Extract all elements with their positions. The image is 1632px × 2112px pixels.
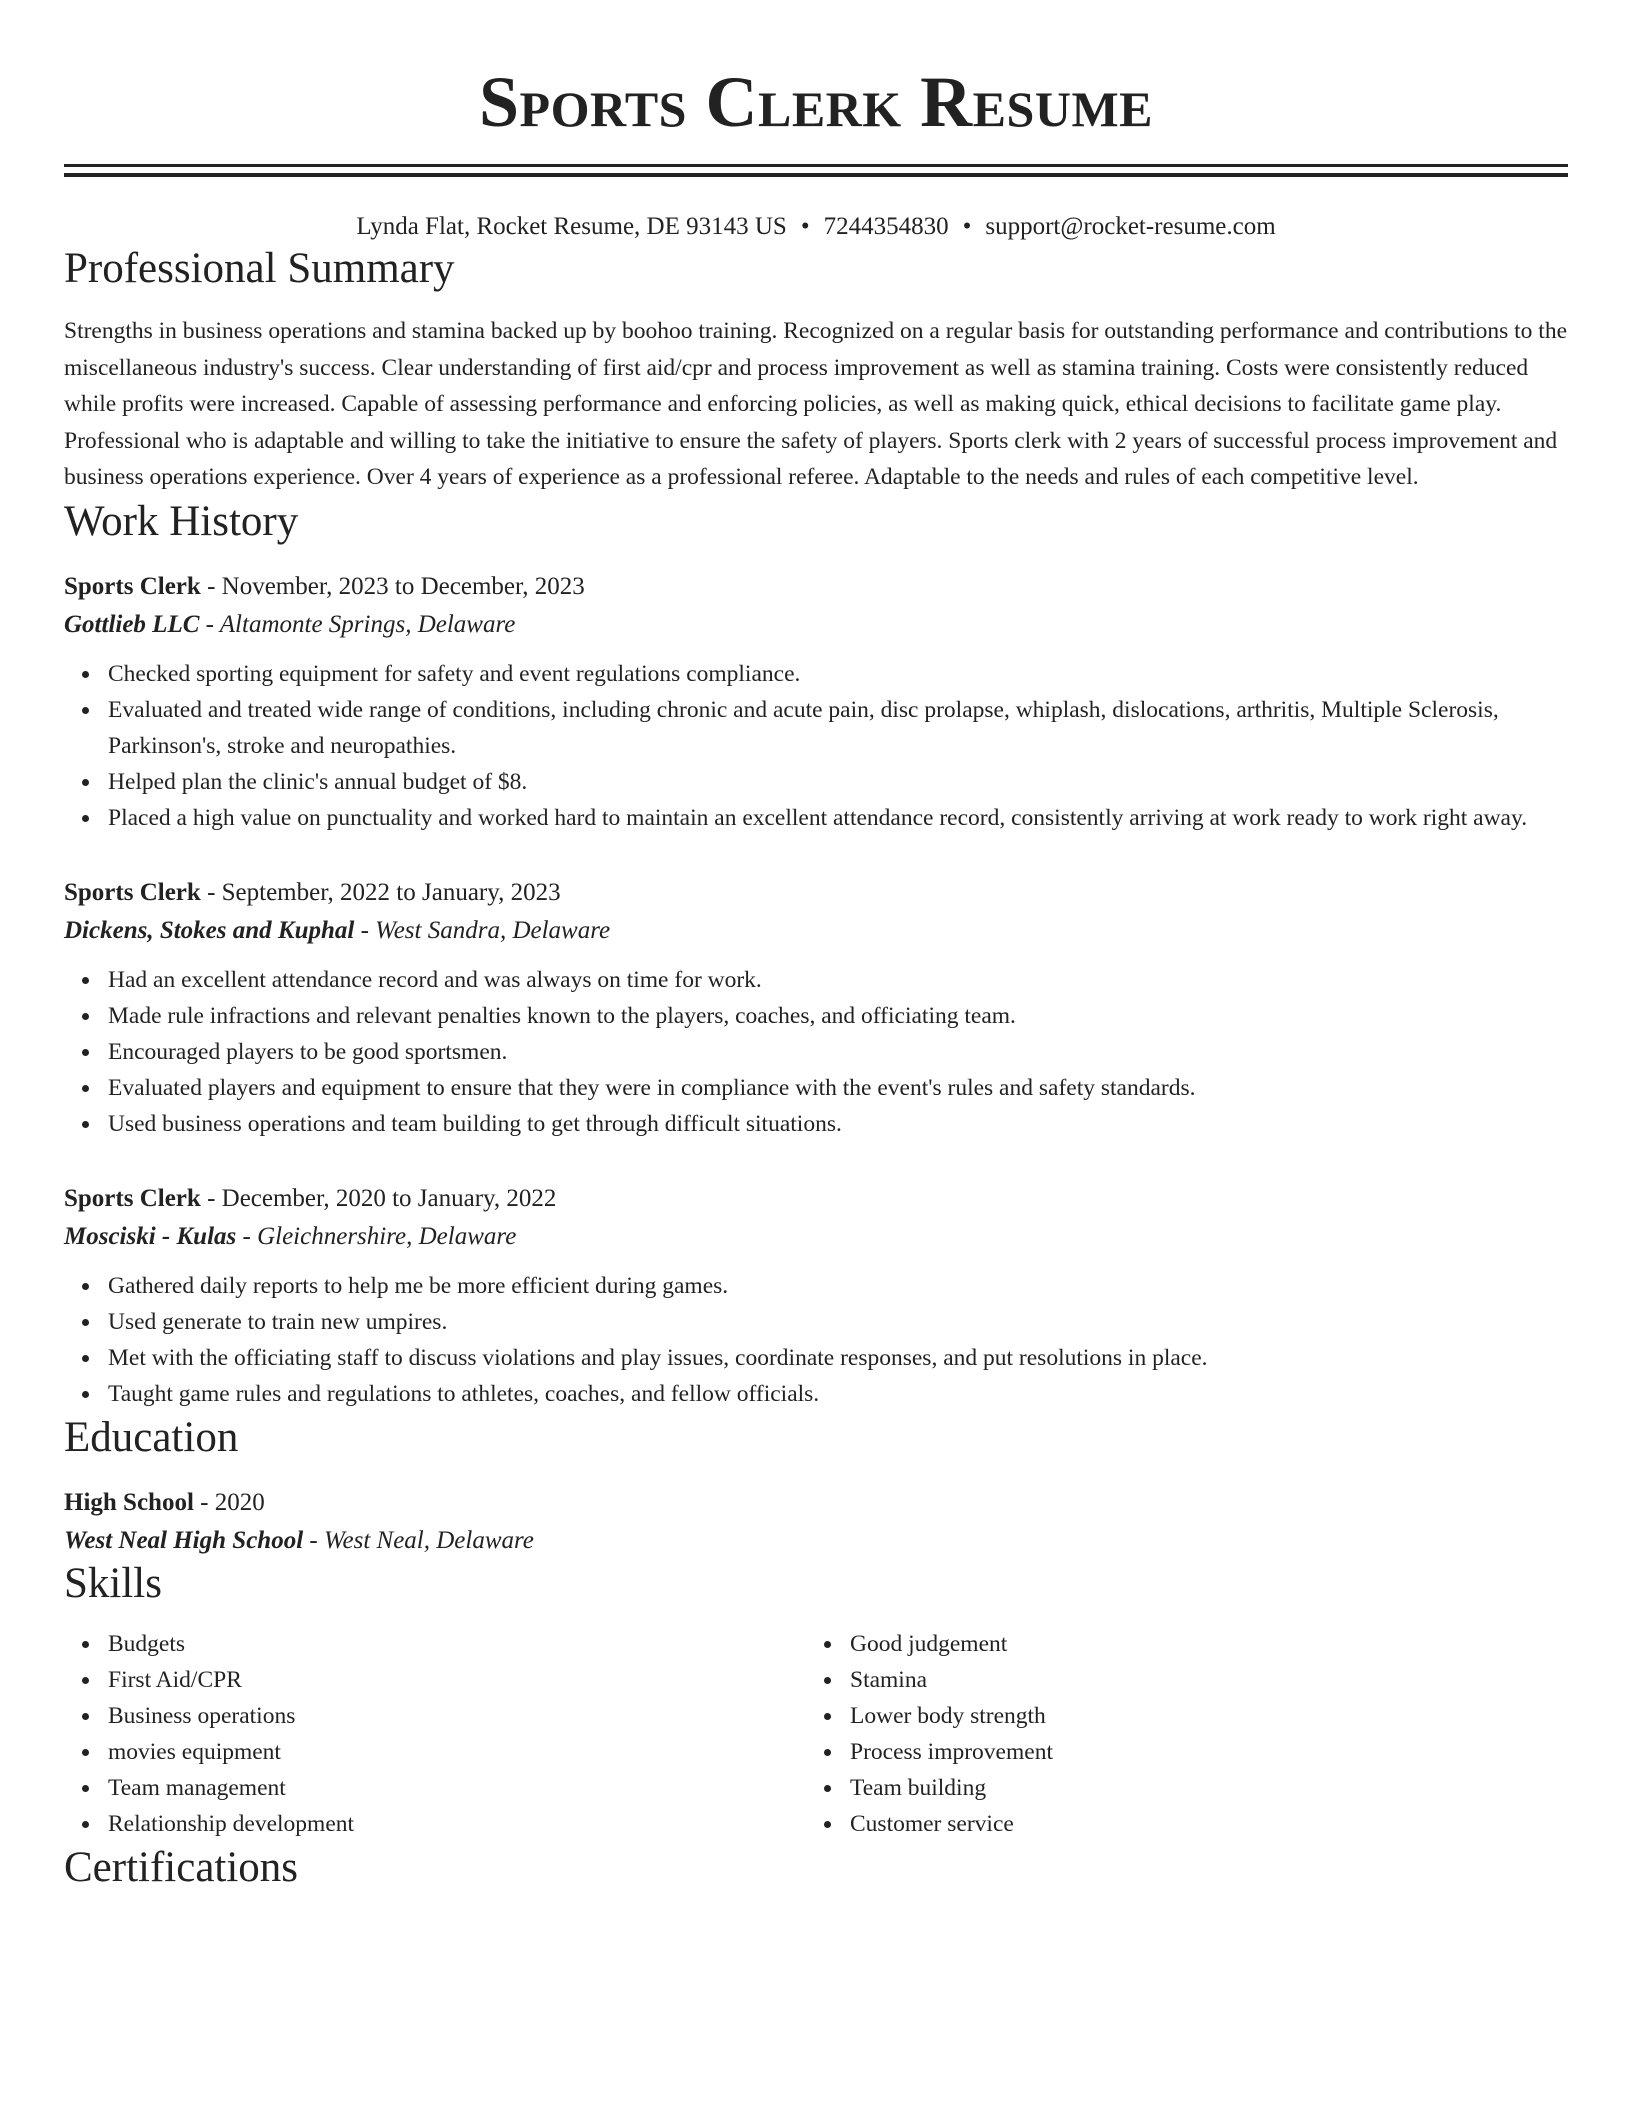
job-dates: - November, 2023 to December, 2023 bbox=[200, 572, 585, 600]
job-title: Sports Clerk bbox=[64, 1184, 201, 1212]
job-company-line bbox=[64, 914, 1568, 948]
title-divider-top bbox=[64, 164, 1568, 167]
job-duty: Made rule infractions and relevant penalties known to the players, coaches, and officiating team. bbox=[108, 998, 1568, 1034]
job-company: Gottlieb LLC bbox=[64, 610, 200, 638]
job-company-line bbox=[64, 1220, 1568, 1254]
skill-item: Customer service bbox=[850, 1806, 1548, 1842]
contact-email: support@rocket-resume.com bbox=[985, 213, 1276, 240]
job-title: Sports Clerk bbox=[64, 878, 201, 906]
education-school-line bbox=[64, 1524, 1568, 1558]
job-company: Mosciski - Kulas bbox=[64, 1222, 237, 1250]
education-degree: High School bbox=[64, 1488, 194, 1516]
contact-separator: • bbox=[962, 213, 972, 240]
skill-item: Process improvement bbox=[850, 1734, 1548, 1770]
skill-item: Lower body strength bbox=[850, 1698, 1548, 1734]
skills-grid bbox=[64, 1626, 1568, 1842]
education-year: - 2020 bbox=[193, 1488, 265, 1516]
skills-list bbox=[806, 1626, 1548, 1842]
education-entry bbox=[64, 1486, 1568, 1558]
job-duty: Taught game rules and regulations to athletes, coaches, and fellow officials. bbox=[108, 1376, 1568, 1412]
job-duty: Helped plan the clinic's annual budget of $8. bbox=[108, 764, 1568, 800]
job-duty: Checked sporting equipment for safety and event regulations compliance. bbox=[108, 656, 1568, 692]
job-duties-list bbox=[64, 962, 1568, 1142]
contact-phone: 7244354830 bbox=[823, 213, 949, 240]
job-location: - Gleichnershire, Delaware bbox=[236, 1222, 517, 1250]
skill-item: Team building bbox=[850, 1770, 1548, 1806]
job-duty: Evaluated and treated wide range of conditions, including chronic and acute pain, disc prolapse, whiplash, dislocations, arthritis, Multiple Sclerosis, Parkinson's, stroke and neuropathies. bbox=[108, 692, 1568, 764]
skill-item: Good judgement bbox=[850, 1626, 1548, 1662]
job-duty: Met with the officiating staff to discuss violations and play issues, coordinate responses, and put resolutions in place. bbox=[108, 1340, 1568, 1376]
job-dates: - December, 2020 to January, 2022 bbox=[200, 1184, 557, 1212]
contact-line bbox=[64, 211, 1568, 243]
job-entry bbox=[64, 876, 1568, 1142]
job-title-line bbox=[64, 876, 1568, 910]
job-title-line bbox=[64, 570, 1568, 604]
job-entry bbox=[64, 1182, 1568, 1412]
summary-heading: Professional Summary bbox=[64, 245, 455, 292]
title-divider-bottom bbox=[64, 173, 1568, 177]
job-title-line bbox=[64, 1182, 1568, 1216]
job-company-line bbox=[64, 608, 1568, 642]
education-location: - West Neal, Delaware bbox=[303, 1526, 534, 1554]
skills-column-left bbox=[64, 1626, 806, 1842]
certifications-heading: Certifications bbox=[64, 1843, 299, 1891]
contact-separator: • bbox=[800, 213, 810, 240]
education-heading: Education bbox=[64, 1413, 239, 1461]
education-school: West Neal High School bbox=[64, 1526, 304, 1554]
job-entry bbox=[64, 570, 1568, 836]
job-duty: Had an excellent attendance record and was always on time for work. bbox=[108, 962, 1568, 998]
education-degree-line bbox=[64, 1486, 1568, 1520]
resume-title: Sports Clerk Resume bbox=[479, 62, 1153, 142]
skill-item: Business operations bbox=[108, 1698, 806, 1734]
skill-item: Budgets bbox=[108, 1626, 806, 1662]
job-title: Sports Clerk bbox=[64, 572, 201, 600]
job-duties-list bbox=[64, 656, 1568, 836]
job-duty: Evaluated players and equipment to ensure that they were in compliance with the event's rules and safety standards. bbox=[108, 1070, 1568, 1106]
skills-column-right bbox=[806, 1626, 1548, 1842]
job-company: Dickens, Stokes and Kuphal bbox=[64, 916, 355, 944]
job-location: - Altamonte Springs, Delaware bbox=[199, 610, 516, 638]
work-history-heading: Work History bbox=[64, 497, 299, 545]
job-location: - West Sandra, Delaware bbox=[354, 916, 611, 944]
skills-heading: Skills bbox=[64, 1559, 162, 1607]
skill-item: Team management bbox=[108, 1770, 806, 1806]
job-duties-list bbox=[64, 1268, 1568, 1412]
skill-item: movies equipment bbox=[108, 1734, 806, 1770]
skill-item: First Aid/CPR bbox=[108, 1662, 806, 1698]
job-duty: Encouraged players to be good sportsmen. bbox=[108, 1034, 1568, 1070]
skill-item: Relationship development bbox=[108, 1806, 806, 1842]
job-dates: - September, 2022 to January, 2023 bbox=[200, 878, 561, 906]
job-duty: Used business operations and team building to get through difficult situations. bbox=[108, 1106, 1568, 1142]
job-duty: Used generate to train new umpires. bbox=[108, 1304, 1568, 1340]
summary-text: Strengths in business operations and stamina backed up by boohoo training. Recognized on a regular basis for outstanding performance and contributions to the miscellaneous industry's success. Clear understanding of first aid/cpr and process improvement as well as stamina training. Costs were consistently reduced while profits were increased. Capable of assessing performance and enforcing policies, as well as making quick, ethical decisions to facilitate game play. Professional who is adaptable and willing to take the initiative to ensure the safety of players. Sports clerk with 2 years of successful process improvement and business operations experience. Over 4 years of experience as a professional referee. Adaptable to the needs and rules of each competitive level. bbox=[64, 318, 1568, 490]
job-duty: Gathered daily reports to help me be more efficient during games. bbox=[108, 1268, 1568, 1304]
skills-list bbox=[64, 1626, 806, 1842]
job-duty: Placed a high value on punctuality and worked hard to maintain an excellent attendance record, consistently arriving at work ready to work right away. bbox=[108, 800, 1568, 836]
contact-address: Lynda Flat, Rocket Resume, DE 93143 US bbox=[356, 213, 787, 240]
skill-item: Stamina bbox=[850, 1662, 1548, 1698]
